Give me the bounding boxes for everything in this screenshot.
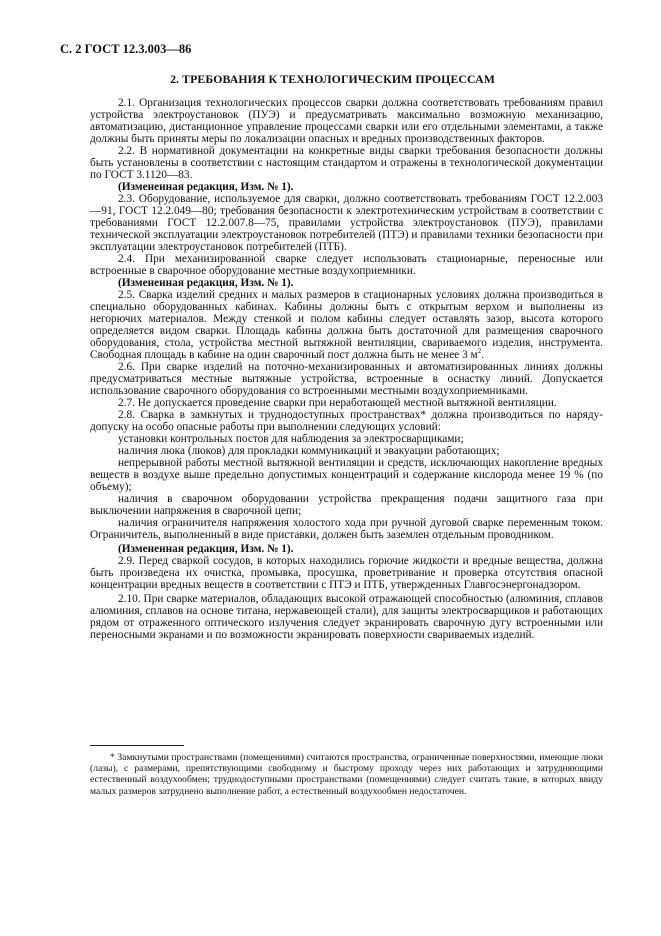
- paragraph-2-3: 2.3. Оборудование, используемое для сварки, должно соответствовать требованиям ГОСТ 12.2.003—91, ГОСТ 12.2.049—80; требования безопасности к электротехническим устройствам в соответствии с требованиями ГОСТ 12.2.007.8—75, правилами устройства электроустановок (ПУЭ), правилами технической эксплуатации электроустановок потребителей (ПТЭ) и правилами техники безопасности при эксплуатации электроустановок потребителей (ПТБ).: [90, 193, 603, 253]
- amendment-note: (Измененная редакция, Изм. № 1).: [118, 543, 294, 555]
- footnote: [90, 752, 603, 797]
- paragraph-2-2: 2.2. В нормативной документации на конкретные виды сварки требования безопасности должны быть установлены в соответствии с настоящим стандартом и отражены в технологической документации по ГОСТ 3.1120—83.: [90, 145, 603, 181]
- paragraph-2-6: 2.6. При сварке изделий на поточно-механизированных и автоматизированных линиях должны предусматриваться местные вытяжные устройства, встроенные в оснастку линий. Допускается использование сварочного оборудования со встроенными местными воздухоприемниками.: [90, 361, 603, 397]
- condition-item: непрерывной работы местной вытяжной вентиляции и средств, исключающих накопление вредных веществ в воздухе выше предельно допустимых концентраций и содержание кислорода менее 19 % (по объему);: [90, 457, 603, 493]
- paragraph-2-1: 2.1. Организация технологических процессов сварки должна соответствовать требованиям правил устройства электроустановок (ПУЭ) и предусматривать максимально возможную механизацию, автоматизацию, дистанционное управление процессами сварки или его отдельными элементами, а также должны быть приняты меры по локализации опасных и вредных производственных факторов.: [90, 97, 603, 145]
- paragraph-2-8-text-a: 2.8. Сварка в замкнутых и труднодоступных пространствах: [118, 409, 421, 421]
- superscript-2: 2: [477, 347, 482, 356]
- condition-item: наличия люка (люков) для прокладки коммуникаций и эвакуации работающих;: [118, 445, 500, 457]
- footnote-text: * Замкнутыми пространствами (помещениями) считаются пространства, ограниченные поверхностями, имеющие люки (лазы), с размерами, препятствующими свободному и быстрому проходу через них работающих и затрудняющими естественный воздухообмен; труднодоступными пространствами (помещениями) следует считать такие, в которых ввиду малых размеров затруднено выполнение работ, а естественный воздухообмен недостаточен.: [90, 752, 603, 797]
- amendment-note: (Измененная редакция, Изм. № 1).: [118, 181, 294, 193]
- footnote-divider: [90, 745, 184, 746]
- document-body: [90, 97, 603, 641]
- section-title: 2. ТРЕБОВАНИЯ К ТЕХНОЛОГИЧЕСКИМ ПРОЦЕССАМ: [170, 72, 495, 86]
- condition-item: установки контрольных постов для наблюдения за электросварщиками;: [118, 433, 464, 445]
- condition-item: наличия ограничителя напряжения холостого хода при ручной дуговой сварке переменным током. Ограничитель, выполненный в виде приставки, должен быть заземлен отдельным проводником.: [90, 517, 603, 541]
- footnote-marker: *: [420, 409, 426, 421]
- paragraph-2-5-text: 2.5. Сварка изделий средних и малых размеров в стационарных условиях должна производиться в специально оборудованных кабинах. Кабины должны быть с открытым верхом и выполнены из негорючих материалов. Между стенкой и полом кабины следует оставлять зазор, высота которого определяется видом сварки. Площадь кабины должна быть достаточной для размещения сварочного оборудования, стола, устройства местной вытяжной вентиляции, свариваемого изделия, инструмента. Свободная площадь в кабине на один сварочный пост должна быть не менее 3 м: [90, 289, 603, 361]
- paragraph-2-4: 2.4. При механизированной сварке следует использовать стационарные, переносные или встроенные в сварочное оборудование местные воздухоприемники.: [90, 253, 603, 277]
- page-header: С. 2 ГОСТ 12.3.003—86: [60, 42, 192, 56]
- paragraph-2-9: 2.9. Перед сваркой сосудов, в которых находились горючие жидкости и вредные вещества, должна быть произведена их очистка, промывка, просушка, проветривание и проверка отсутствия опасной концентрации вредных веществ в соответствии с ПТЭ и ПТБ, утвержденных Главгосэнергонадзором.: [90, 555, 603, 591]
- paragraph-2-8-text-b: должна производиться по наряду-допуску на особо опасные работы при выполнении следующих условий:: [90, 409, 604, 433]
- paragraph-2-5-end: .: [481, 349, 485, 361]
- paragraph-2-8: [90, 409, 603, 433]
- paragraph-2-5: [90, 289, 603, 361]
- paragraph-2-7: 2.7. Не допускается проведение сварки при неработающей местной вытяжной вентиляции.: [118, 397, 557, 409]
- condition-item: наличия в сварочном оборудовании устройства прекращения подачи защитного газа при выключении напряжения в сварочной цепи;: [90, 493, 603, 517]
- paragraph-2-10: 2.10. При сварке материалов, обладающих высокой отражающей способностью (алюминия, сплавов алюминия, сплавов на основе титана, нержавеющей стали), для защиты электросварщиков и работающих рядом от отраженного оптического излучения следует экранировать сварочную дугу встроенными или переносными экранами и по возможности экранировать поверхности свариваемых изделий.: [90, 593, 603, 641]
- amendment-note: (Измененная редакция, Изм. № 1).: [118, 277, 294, 289]
